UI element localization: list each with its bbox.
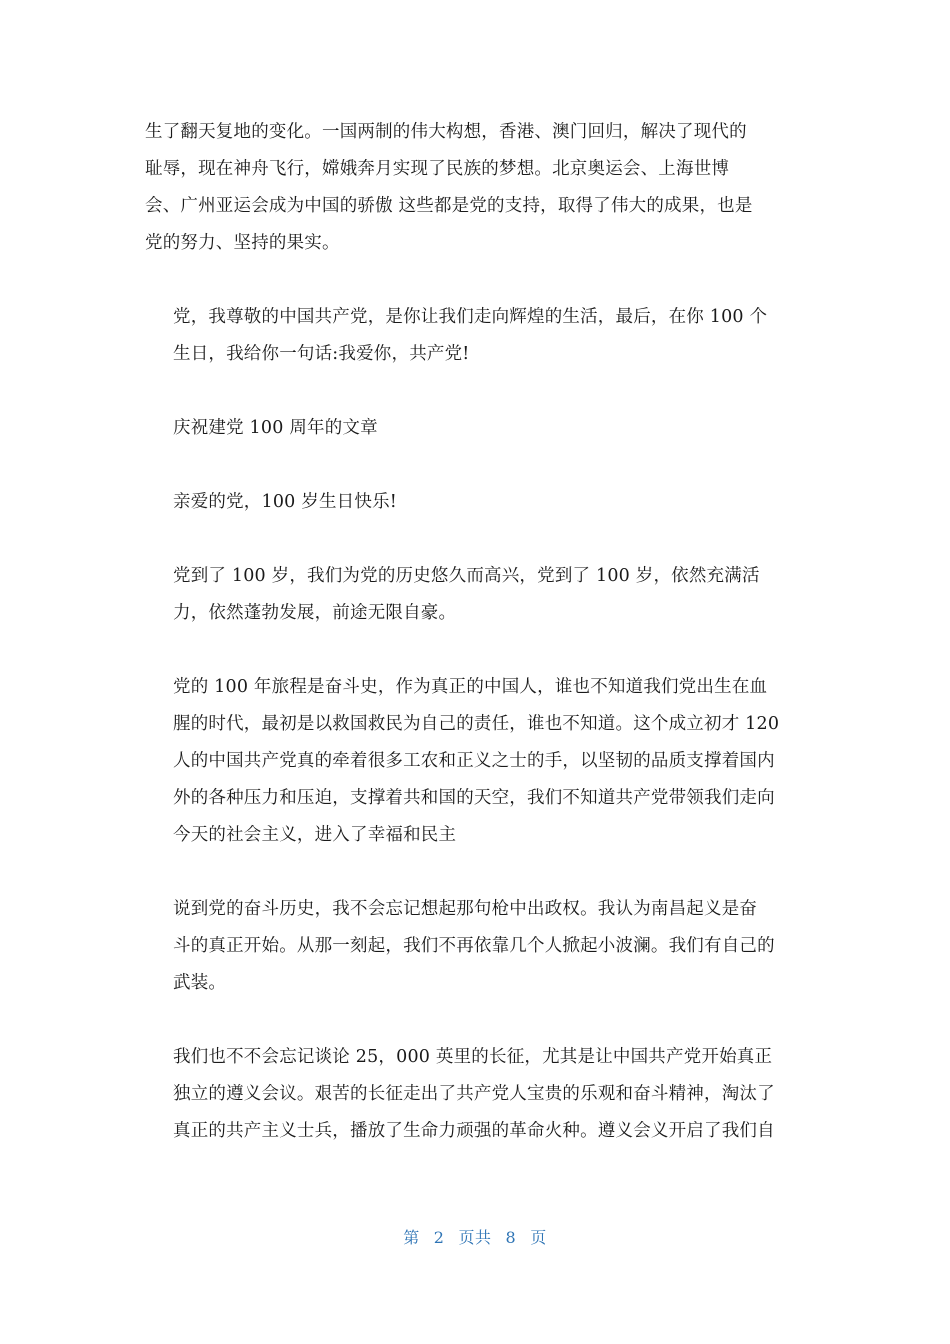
footer-prefix: 第: [403, 1228, 420, 1247]
paragraph-6: [145, 669, 810, 854]
text-line: 说到党的奋斗历史，我不会忘记想起那句枪中出政权。我认为南昌起义是奋: [173, 899, 758, 919]
text-line: 力，依然蓬勃发展，前途无限自豪。: [173, 603, 457, 623]
text-line: 生日，我给你一句话:我爱你，共产党!: [173, 344, 470, 364]
paragraph-7: [145, 891, 810, 1002]
paragraph-1: [145, 114, 810, 262]
text-line: 武装。: [173, 973, 227, 993]
text-line: 党的努力、坚持的果实。: [145, 233, 340, 253]
text-line: 生了翻天复地的变化。一国两制的伟大构想，香港、澳门回归，解决了现代的: [145, 122, 747, 142]
text-line: 耻辱，现在神舟飞行，嫦娥奔月实现了民族的梦想。北京奥运会、上海世博: [145, 159, 730, 179]
text-line: 庆祝建党 100 周年的文章: [173, 418, 378, 438]
page-footer: [0, 1225, 950, 1248]
paragraph-8: [145, 1039, 810, 1150]
text-line: 会、广州亚运会成为中国的骄傲 这些都是党的支持，取得了伟大的成果，也是: [145, 196, 753, 216]
text-line: 外的各种压力和压迫，支撑着共和国的天空，我们不知道共产党带领我们走向: [173, 788, 775, 808]
text-line: 亲爱的党，100 岁生日快乐!: [173, 492, 397, 512]
greeting-line: [145, 484, 810, 521]
text-line: 斗的真正开始。从那一刻起，我们不再依靠几个人掀起小波澜。我们有自己的: [173, 936, 775, 956]
text-line: 真正的共产主义士兵，播放了生命力顽强的革命火种。遵义会义开启了我们自: [173, 1121, 775, 1141]
paragraph-2: [145, 299, 810, 373]
text-line: 党的 100 年旅程是奋斗史，作为真正的中国人，谁也不知道我们党出生在血: [173, 677, 768, 697]
text-line: 党，我尊敬的中国共产党，是你让我们走向辉煌的生活，最后，在你 100 个: [173, 307, 768, 327]
footer-middle: 页共: [458, 1228, 492, 1247]
paragraph-5: [145, 558, 810, 632]
document-body: [145, 114, 810, 1187]
footer-suffix: 页: [530, 1228, 547, 1247]
text-line: 党到了 100 岁，我们为党的历史悠久而高兴，党到了 100 岁，依然充满活: [173, 566, 760, 586]
article-title: [145, 410, 810, 447]
text-line: 腥的时代，最初是以救国救民为自己的责任，谁也不知道。这个成立初才 120: [173, 714, 780, 734]
text-line: 人的中国共产党真的牵着很多工农和正义之士的手，以坚韧的品质支撑着国内: [173, 751, 775, 771]
text-line: 独立的遵义会议。艰苦的长征走出了共产党人宝贵的乐观和奋斗精神，淘汰了: [173, 1084, 775, 1104]
total-pages-number: 8: [505, 1228, 517, 1247]
text-line: 我们也不不会忘记谈论 25，000 英里的长征，尤其是让中国共产党开始真正: [173, 1047, 773, 1067]
text-line: 今天的社会主义，进入了幸福和民主: [173, 825, 457, 845]
current-page-number: 2: [433, 1228, 445, 1247]
